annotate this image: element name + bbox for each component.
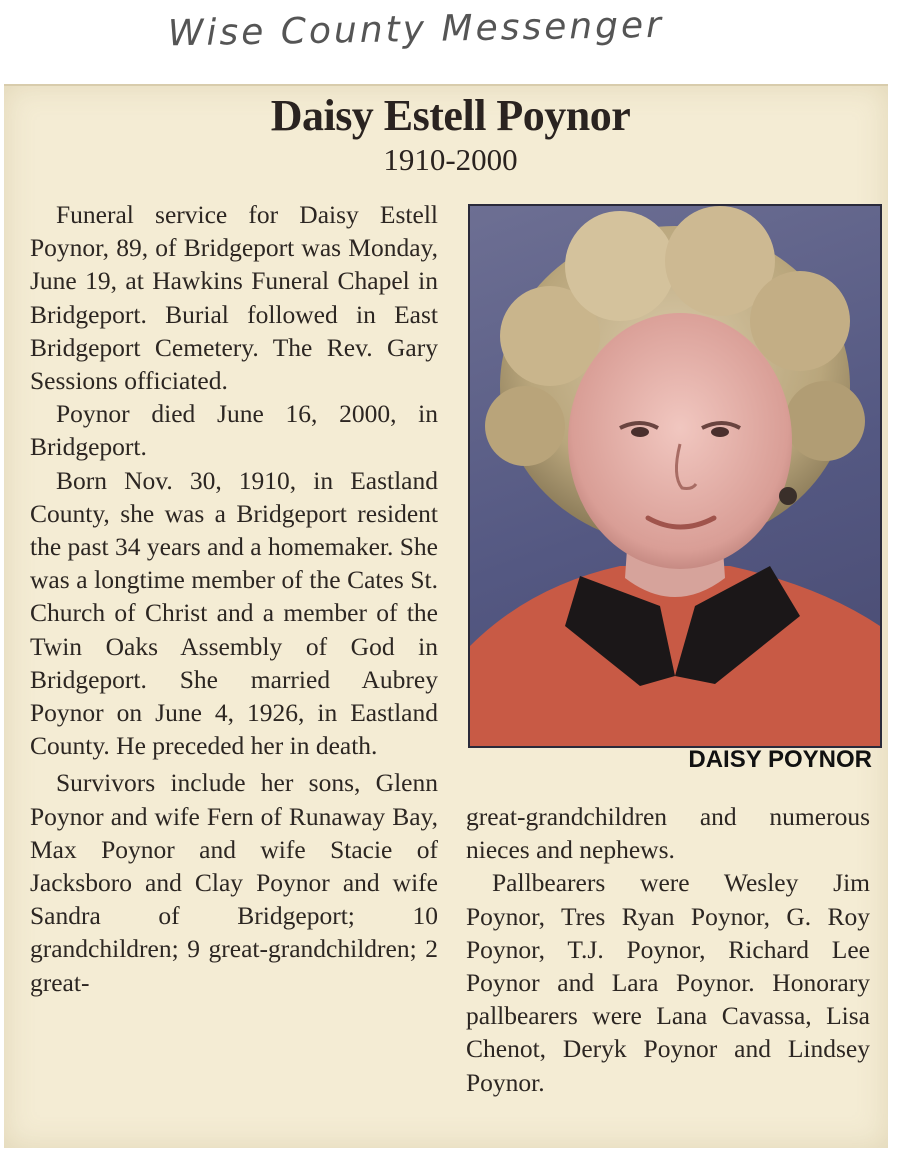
obituary-years: 1910-2000 <box>383 142 518 177</box>
obituary-headline: Daisy Estell Poynor <box>270 91 631 140</box>
photo-caption: DAISY POYNOR <box>688 746 872 773</box>
paragraph-survivors: Survivors include her sons, Glenn Poynor and wife Fern of Runaway Bay, Max Poynor and wife Stacie of Jacksboro and Clay Poynor and wife Sandra of Bridgeport; 10 grandchildren; 9 great-grandchildren; 2 great- <box>30 768 438 997</box>
portrait-photo <box>468 204 882 748</box>
paragraph-pallbearers: Pallbearers were Wesley Jim Poynor, Tres Ryan Poynor, G. Roy Poynor, T.J. Poynor, Richard Lee Poynor and Lara Poynor. Honorary pallbearers were Lana Cavassa, Lisa Chenot, Deryk Poynor and Lindsey Poynor. <box>466 868 870 1097</box>
paragraph-biography: Born Nov. 30, 1910, in Eastland County, she was a Bridgeport resident the past 34 years and a homemaker. She was a longtime member of the Cates St. Church of Christ and a member of the Twin Oaks Assembly of God in Bridgeport. She married Aubrey Poynor on June 4, 1926, in Eastland County. He preceded her in death. <box>30 465 438 761</box>
obituary-left-column <box>30 198 438 999</box>
portrait-illustration <box>470 206 880 746</box>
paragraph-survivors-continued: great-grandchildren and numerous nieces and nephews. <box>466 802 870 865</box>
paragraph-death: Poynor died June 16, 2000, in Bridgeport. <box>30 399 438 462</box>
handwritten-source-note: Wise County Messenger <box>167 4 665 55</box>
clipping-top-edge <box>4 84 888 86</box>
obituary-right-column <box>466 800 870 1099</box>
paragraph-funeral-service: Funeral service for Daisy Estell Poynor, 89, of Bridgeport was Monday, June 19, at Hawkins Funeral Chapel in Bridgeport. Burial followed in East Bridgeport Cemetery. The Rev. Gary Sessions officiated. <box>30 200 438 396</box>
